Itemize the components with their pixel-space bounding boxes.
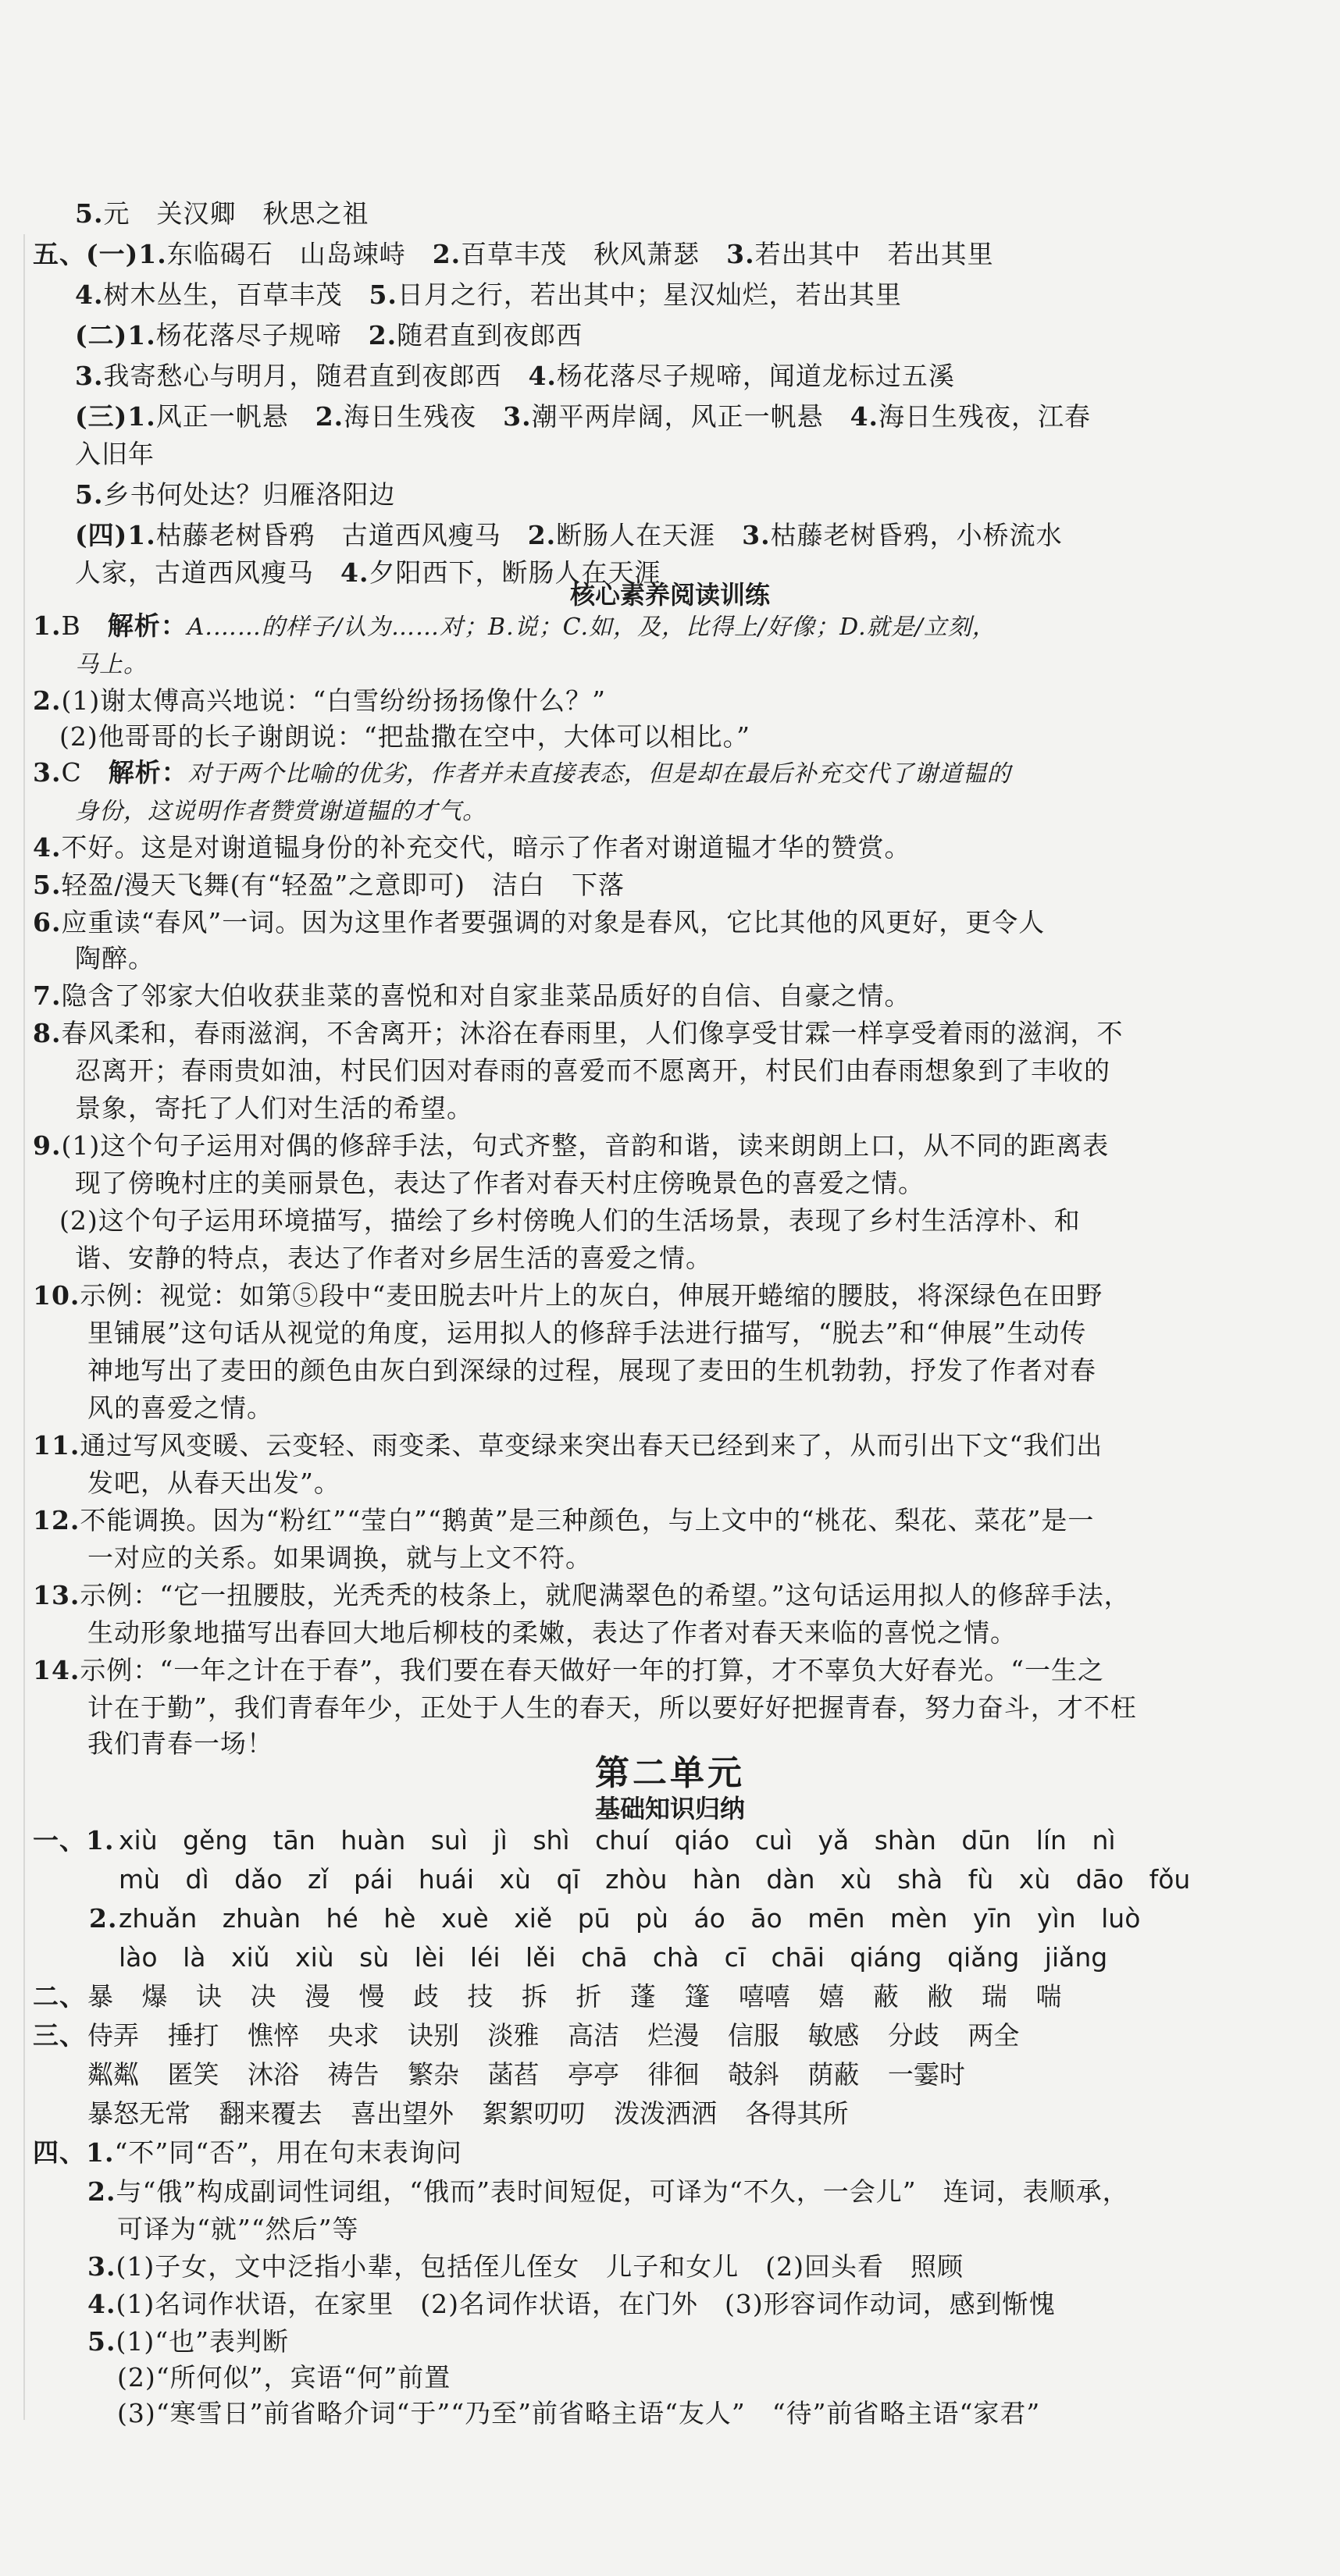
answer-line: 四、1.“不”同“否”，用在句末表询问 [33, 2137, 462, 2168]
answer-line: 可译为“就”“然后”等 [117, 2214, 359, 2244]
section-title-basic-knowledge: 基础知识归纳 [594, 1794, 745, 1823]
answer-line: 6.应重读“春风”一词。因为这里作者要强调的对象是春风，它比其他的风更好，更令人 [33, 907, 1046, 938]
answer-line: (二)1.杨花落尽子规啼 2.随君直到夜郎西 [75, 320, 583, 350]
answer-line: 10.示例：视觉：如第⑤段中“麦田脱去叶片上的灰白，伸展开蜷缩的腰肢，将深绿色在田野 [33, 1280, 1103, 1311]
pinyin-line: lào là xiǔ xiù sù lèi léi lěi chā chà cī chāi qiáng qiǎng jiǎng [119, 1942, 1108, 1973]
pinyin-line: zhuǎn zhuàn hé hè xuè xiě pū pù áo āo mēn mèn yīn yìn luò [119, 1903, 1141, 1934]
answer-line: (2)他哥哥的长子谢朗说：“把盐撒在空中，大体可以相比。” [59, 721, 750, 752]
answer-line: 5.(1)“也”表判断 [87, 2326, 289, 2357]
answer-line: 5.元 关汉卿 秋思之祖 [75, 198, 369, 229]
char-grid: 暴 爆 诀 决 漫 慢 歧 技 拆 折 蓬 篷 嘻嘻 嬉 蔽 敝 瑞 喘 [87, 1981, 1062, 2012]
answer-line: 2.(1)谢太傅高兴地说：“白雪纷纷扬扬像什么？” [33, 685, 606, 716]
unit-title: 第二单元 [595, 1753, 745, 1793]
answer-line: (2)这个句子运用环境描写，描绘了乡村傍晚人们的生活场景，表现了乡村生活淳朴、和 [59, 1205, 1081, 1236]
answer-line: 5.乡书何处达？归雁洛阳边 [75, 479, 396, 510]
answer-line: 一、1. [33, 1825, 115, 1856]
answer-line: 风的喜爱之情。 [87, 1393, 273, 1423]
section-title-core-reading: 核心素养阅读训练 [569, 580, 770, 610]
answer-line: (三)1.风正一帆悬 2.海日生残夜 3.潮平两岸阔，风正一帆悬 4.海日生残夜，江春 [75, 401, 1092, 432]
answer-line: 14.示例：“一年之计在于春”，我们要在春天做好一年的打算，才不辜负大好春光。“一生之 [33, 1655, 1105, 1685]
pinyin-line: mù dì dǎo zǐ pái huái xù qī zhòu hàn dàn xù shà fù xù dāo fǒu [119, 1864, 1191, 1895]
answer-line: 2. [89, 1903, 118, 1934]
answer-line: 12.不能调换。因为“粉红”“莹白”“鹅黄”是三种颜色，与上文中的“桃花、梨花、菜花”是一 [33, 1505, 1095, 1535]
answer-line: 3.C 解析：对于两个比喻的优劣，作者并未直接表态，但是却在最后补充交代了谢道韫的 [33, 757, 1011, 788]
word-grid: 暴怒无常 翻来覆去 喜出望外 絮絮叨叨 泼泼洒洒 各得其所 [87, 2098, 849, 2129]
answer-line: 五、(一)1.东临碣石 山岛竦峙 2.百草丰茂 秋风萧瑟 3.若出其中 若出其里 [33, 239, 994, 269]
answer-line: 神地写出了麦田的颜色由灰白到深绿的过程，展现了麦田的生机勃勃，抒发了作者对春 [87, 1355, 1096, 1386]
answer-line: (四)1.枯藤老树昏鸦 古道西风瘦马 2.断肠人在天涯 3.枯藤老树昏鸦，小桥流水 [75, 520, 1063, 550]
answer-line: 我们青春一场！ [87, 1728, 273, 1759]
word-grid: 侍弄 捶打 憔悴 央求 诀别 淡雅 高洁 烂漫 信服 敏感 分歧 两全 [87, 2020, 1020, 2051]
answer-line: 7.隐含了邻家大伯收获韭菜的喜悦和对自家韭菜品质好的自信、自豪之情。 [33, 980, 911, 1011]
answer-line: 人家，古道西风瘦马 4.夕阳西下，断肠人在天涯 [75, 557, 661, 588]
answer-line: 忍离开；春雨贵如油，村民们因对春雨的喜爱而不愿离开，村民们由春雨想象到了丰收的 [75, 1055, 1110, 1086]
answer-line: 发吧，从春天出发”。 [87, 1468, 340, 1498]
answer-line: 2.与“俄”构成副词性词组，“俄而”表时间短促，可译为“不久，一会儿” 连词，表顺承， [87, 2176, 1129, 2207]
answer-line: 马上。 [75, 651, 148, 678]
answer-line: 4.(1)名词作状语，在家里 (2)名词作状语，在门外 (3)形容词作动词，感到惭愧 [87, 2289, 1056, 2319]
answer-line: 4.不好。这是对谢道韫身份的补充交代，暗示了作者对谢道韫才华的赞赏。 [33, 832, 911, 863]
pinyin-line: xiù gěng tān huàn suì jì shì chuí qiáo cuì yǎ shàn dūn lín nì [119, 1825, 1116, 1856]
answer-line: 计在于勤”，我们青春年少，正处于人生的春天，所以要好好把握青春，努力奋斗，才不枉 [87, 1692, 1137, 1723]
answer-line: 入旧年 [75, 439, 155, 469]
answer-line: 谐、安静的特点，表达了作者对乡居生活的喜爱之情。 [75, 1243, 712, 1273]
answer-line: 身份，这说明作者赞赏谢道韫的才气。 [75, 798, 486, 825]
answer-line: 1.B 解析：A.……的样子/认为……对；B.说；C.如，及，比得上/好像；D.就是/立刻， [33, 610, 996, 641]
answer-line: 9.(1)这个句子运用对偶的修辞手法，句式齐整，音韵和谐，读来朗朗上口，从不同的距离表 [33, 1130, 1110, 1161]
word-grid: 粼粼 匿笑 沐浴 祷告 繁杂 菡萏 亭亭 徘徊 攲斜 荫蔽 一霎时 [87, 2059, 965, 2090]
answer-line: 3.(1)子女，文中泛指小辈，包括侄儿侄女 儿子和女儿 (2)回头看 照顾 [87, 2251, 964, 2282]
answer-line: 二、 [33, 1981, 86, 2012]
answer-line: 8.春风柔和，春雨滋润，不舍离开；沐浴在春雨里，人们像享受甘霖一样享受着雨的滋润，不 [33, 1018, 1124, 1048]
answer-line: 现了傍晚村庄的美丽景色，表达了作者对春天村庄傍晚景色的喜爱之情。 [75, 1168, 925, 1198]
answer-line: 里铺展”这句话从视觉的角度，运用拟人的修辞手法进行描写，“脱去”和“伸展”生动传 [87, 1318, 1087, 1348]
margin-line [23, 234, 25, 2420]
answer-line: 生动形象地描写出春回大地后柳枝的柔嫩，表达了作者对春天来临的喜悦之情。 [87, 1617, 1017, 1648]
answer-line: (3)“寒雪日”前省略介词“于”“乃至”前省略主语“友人” “待”前省略主语“家君” [117, 2398, 1041, 2428]
answer-line: 4.树木丛生，百草丰茂 5.日月之行，若出其中；星汉灿烂，若出其里 [75, 279, 902, 310]
answer-line: 11.通过写风变暖、云变轻、雨变柔、草变绿来突出春天已经到来了，从而引出下文“我们出 [33, 1430, 1103, 1461]
answer-line: 一对应的关系。如果调换，就与上文不符。 [87, 1542, 592, 1573]
answer-line: 景象，寄托了人们对生活的希望。 [75, 1093, 473, 1123]
answer-line: 5.轻盈/漫天飞舞(有“轻盈”之意即可) 洁白 下落 [33, 870, 625, 900]
answer-line: (2)“所何似”，宾语“何”前置 [117, 2362, 451, 2393]
answer-line: 三、 [33, 2020, 86, 2051]
answer-line: 3.我寄愁心与明月，随君直到夜郎西 4.杨花落尽子规啼，闻道龙标过五溪 [75, 361, 955, 391]
answer-line: 陶醉。 [75, 943, 155, 973]
answer-line: 13.示例：“它一扭腰肢，光秃秃的枝条上，就爬满翠色的希望。”这句话运用拟人的修辞手法， [33, 1580, 1131, 1610]
